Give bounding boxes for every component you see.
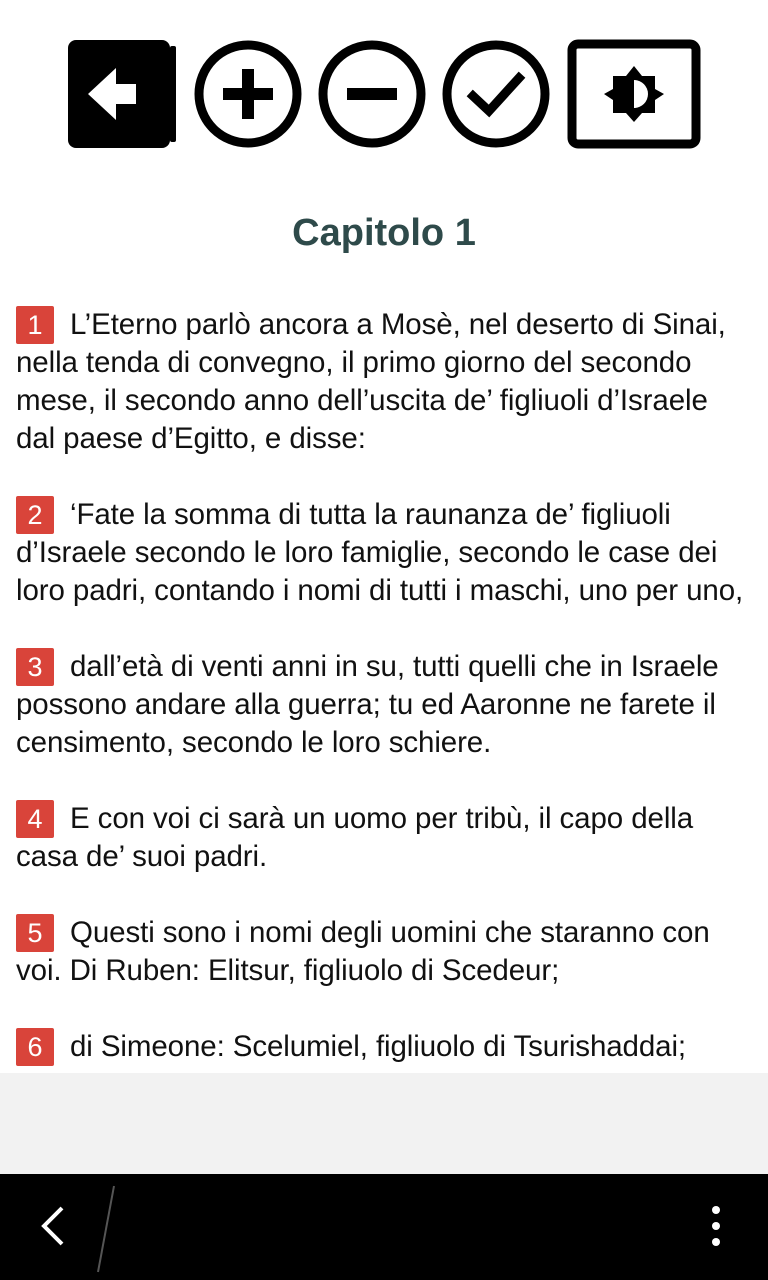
- system-navigation-bar: [0, 1174, 768, 1280]
- verse-text: di Simeone: Scelumiel, figliuolo di Tsurishaddai;: [70, 1030, 687, 1063]
- verse-number-badge: 2: [16, 496, 54, 534]
- footer-area: [0, 1073, 768, 1174]
- back-icon: [66, 38, 178, 150]
- toolbar: [0, 0, 768, 190]
- verse-text: L’Eterno parlò ancora a Mosè, nel deserto di Sinai, nella tenda di convegno, il primo giorno del secondo mese, il secondo anno dell’uscita de’ figliuoli d’Israele dal paese d’Egitto, e disse:: [16, 308, 726, 455]
- zoom-out-button[interactable]: [316, 38, 428, 150]
- check-circle-icon: [440, 38, 552, 150]
- divider: [92, 1182, 122, 1274]
- verse-number-badge: 3: [16, 648, 54, 686]
- verse-number-badge: 5: [16, 914, 54, 952]
- brightness-icon: [566, 38, 702, 150]
- overflow-menu-button[interactable]: [696, 1202, 736, 1254]
- confirm-button[interactable]: [440, 38, 552, 150]
- verse: [16, 306, 752, 458]
- verse-text: ‘Fate la somma di tutta la raunanza de’ figliuoli d’Israele secondo le loro famiglie, secondo le case dei loro padri, contando i nomi di tutti i maschi, uno per uno,: [16, 498, 744, 607]
- more-vert-icon: [696, 1202, 736, 1254]
- brightness-button[interactable]: [566, 38, 702, 150]
- verse: [16, 914, 752, 990]
- nav-back-button[interactable]: [30, 1198, 80, 1254]
- verse-list: [0, 306, 768, 1066]
- verse-text: Questi sono i nomi degli uomini che staranno con voi. Di Ruben: Elitsur, figliuolo di Scedeur;: [16, 916, 710, 987]
- chevron-left-icon: [30, 1198, 80, 1254]
- verse-text: E con voi ci sarà un uomo per tribù, il capo della casa de’ suoi padri.: [16, 802, 694, 873]
- verse: [16, 1028, 752, 1066]
- chapter-title: Capitolo 1: [292, 212, 476, 254]
- chapter-content[interactable]: [0, 190, 768, 1073]
- verse-text: dall’età di venti anni in su, tutti quelli che in Israele possono andare alla guerra; tu ed Aaronne ne farete il censimento, secondo le loro schiere.: [16, 650, 719, 759]
- verse: [16, 800, 752, 876]
- verse-number-badge: 4: [16, 800, 54, 838]
- verse-number-badge: 6: [16, 1028, 54, 1066]
- plus-circle-icon: [192, 38, 304, 150]
- back-button[interactable]: [66, 38, 178, 150]
- verse: [16, 496, 752, 610]
- verse-number-badge: 1: [16, 306, 54, 344]
- verse: [16, 648, 752, 762]
- minus-circle-icon: [316, 38, 428, 150]
- zoom-in-button[interactable]: [192, 38, 304, 150]
